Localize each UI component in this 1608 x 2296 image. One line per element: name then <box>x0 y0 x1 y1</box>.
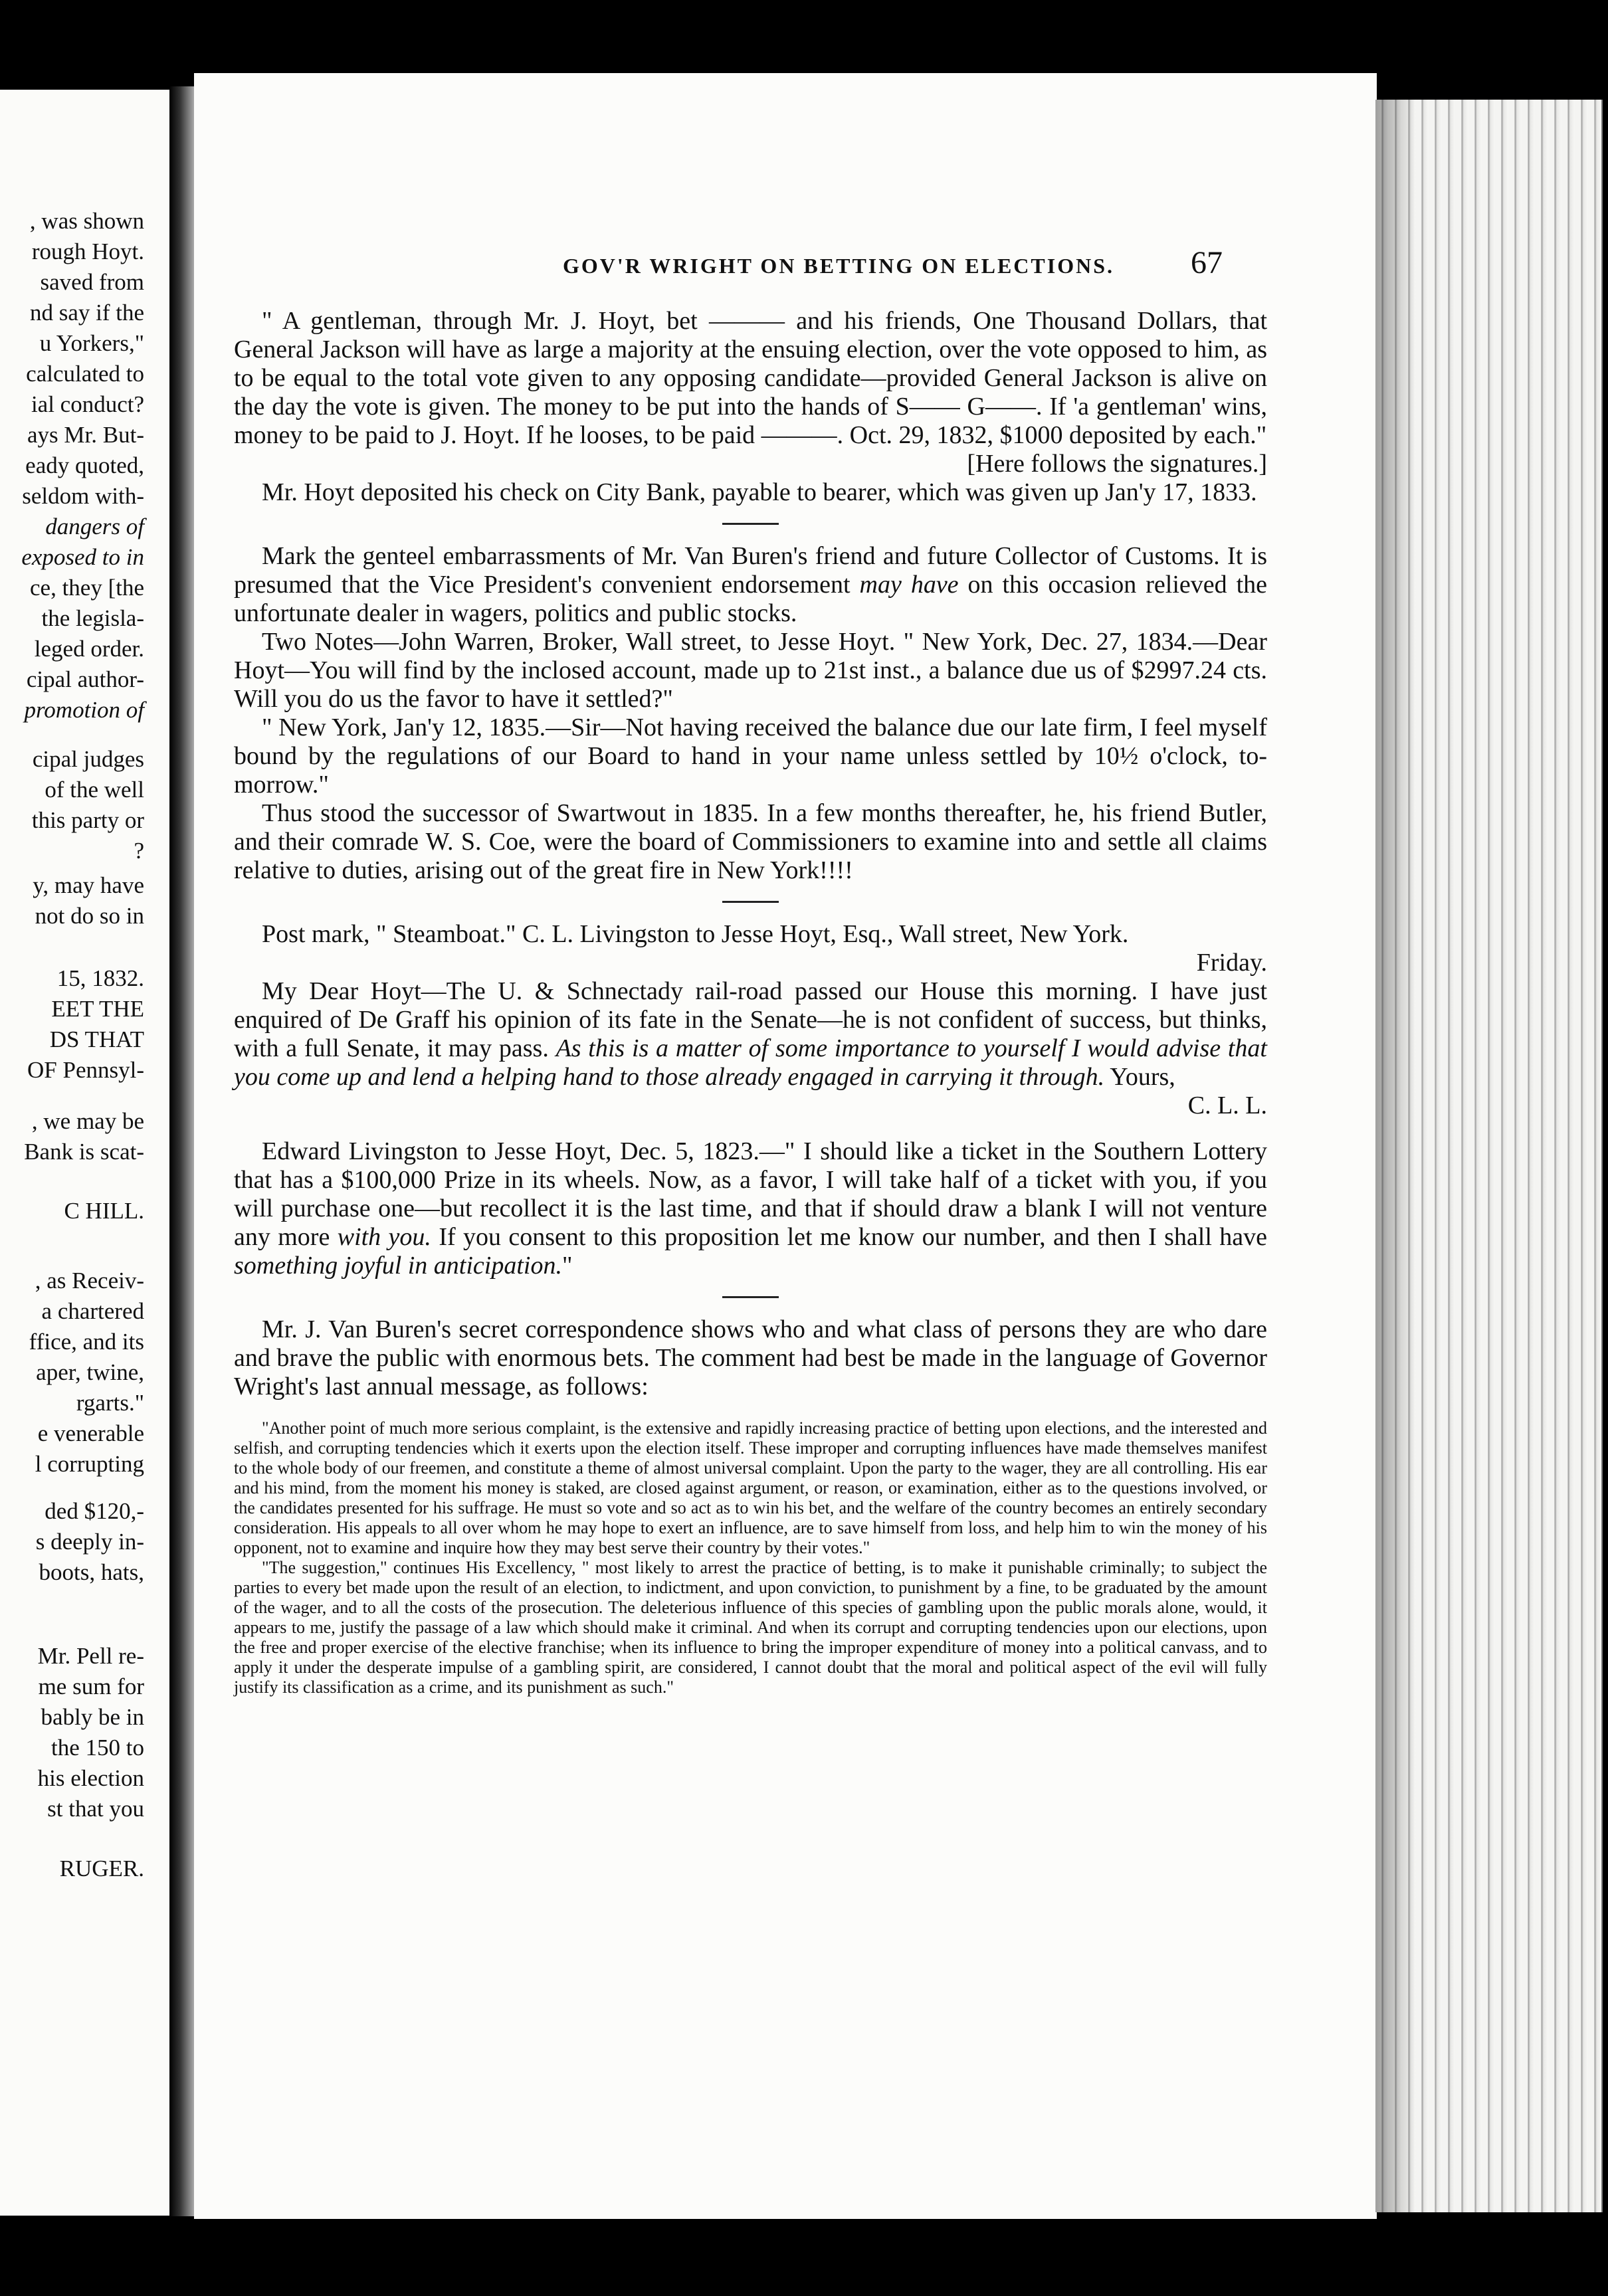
paragraph-hoyt-check: Mr. Hoyt deposited his check on City Bank, payable to bearer, which was given up Jan'y 17, 1833. <box>262 478 1257 506</box>
left-page-line: 15, 1832. <box>56 965 144 991</box>
signatures-note: [Here follows the signatures.] <box>967 450 1267 478</box>
left-page-line: seldom with- <box>22 483 144 509</box>
left-page-line: C HILL. <box>64 1198 144 1224</box>
governor-message-quote <box>234 1418 1267 1697</box>
left-page-line: saved from <box>40 269 144 295</box>
page-number: 67 <box>1191 245 1223 280</box>
left-page-line: y, may have <box>33 872 144 898</box>
paragraph-dear-hoyt: My Dear Hoyt—The U. & Schnectady rail-road passed our House this morning. I have just enquired of De Graff his opinion of its fate in the Senate—he is not confident of success, but thinks, with a full Senate, it may pass. As this is a matter of some importance to yourself I would advise that you come up and lend a helping hand to those already engaged in carrying it through. Yours, <box>234 977 1267 1091</box>
left-page-line: leged order. <box>34 636 144 662</box>
quote-paragraph-1: "Another point of much more serious complaint, is the extensive and rapidly increasing practice of betting upon elections, and the interested and selfish, and corrupting tendencies which it exerts upon the election itself. These improper and corrupting influences have made themselves manifest to the whole body of our freemen, and constitute a theme of almost universal complaint. Upon the party to the wager, they are all controlling. His ear and his mind, from the moment his money is staked, are closed against argument, or reason, or examination, either as to the questions involved, or the candidates presented for his suffrage. He must so vote and so act as to win his bet, and the welfare of the country becomes an entirely secondary consideration. His appeals to all over whom he may hope to exert an influence, are to save himself from loss, and help him to win the money of his opponent, not to examine and inquire how they may best serve their country by their votes." <box>234 1418 1267 1557</box>
left-page-line: OF Pennsyl- <box>27 1057 144 1083</box>
left-page-fragment <box>0 90 169 2216</box>
left-page-line: aper, twine, <box>36 1359 144 1385</box>
left-page-line: his election <box>37 1765 144 1791</box>
section-rule <box>722 523 779 525</box>
paragraph-two-notes: Two Notes—John Warren, Broker, Wall street, to Jesse Hoyt. " New York, Dec. 27, 1834.—Dear Hoyt—You will find by the inclosed account, made up to 21st inst., a balance due us of $2997.24 cts. Will you do us the favor to have it settled?" <box>234 628 1267 713</box>
left-page-line: calculated to <box>26 361 144 387</box>
left-page-line: the legisla- <box>41 605 144 631</box>
left-page-line: , was shown <box>29 208 144 234</box>
left-page-line: s deeply in- <box>35 1529 144 1555</box>
left-page-line: of the well <box>45 777 144 803</box>
page-edge-shadow <box>1375 100 1415 2212</box>
left-page-line: Bank is scat- <box>24 1139 144 1165</box>
section-rule <box>722 1296 779 1298</box>
left-page-line: exposed to in <box>21 544 144 570</box>
left-page-line: RUGER. <box>59 1856 144 1881</box>
left-page-line: ? <box>134 838 144 864</box>
left-page-line: bably be in <box>41 1704 144 1730</box>
left-page-line: ffice, and its <box>29 1329 144 1355</box>
left-page-line: u Yorkers," <box>39 330 144 356</box>
letter-day: Friday. <box>1196 949 1267 977</box>
letter-signature: C. L. L. <box>1187 1092 1267 1119</box>
paragraph-lottery: Edward Livingston to Jesse Hoyt, Dec. 5, 1823.—" I should like a ticket in the Southern Lottery that has a $100,000 Prize in its wheels. Now, as a favor, I will take half of a ticket with you, if you will purchase one—but recollect it is the last time, and that if should draw a blank I will not venture any more with you. If you consent to this proposition let me know our number, and then I shall have something joyful in anticipation." <box>234 1137 1268 1280</box>
left-page-line: cipal author- <box>26 666 144 692</box>
left-page-line: this party or <box>31 807 144 833</box>
book-spine <box>169 86 196 2216</box>
left-page-line: dangers of <box>45 514 144 539</box>
paragraph-embarrassments: Mark the genteel embarrassments of Mr. Van Buren's friend and future Collector of Customs. It is presumed that the Vice President's convenient endorsement may have on this occasion relieved the unfortunate dealer in wagers, politics and public stocks. <box>234 542 1267 627</box>
left-page-line: Mr. Pell re- <box>37 1643 144 1669</box>
left-page-line: ce, they [the <box>30 575 144 601</box>
left-page-line: rough Hoyt. <box>31 239 144 264</box>
paragraph-secret-correspondence: Mr. J. Van Buren's secret correspondence shows who and what class of persons they are who dare and brave the public with enormous bets. The comment had best be made in the language of Governor Wright's last annual message, as follows: <box>234 1315 1267 1400</box>
page-body <box>234 307 1267 1697</box>
left-page-line: , we may be <box>31 1108 144 1134</box>
left-page-line: EET THE <box>51 996 144 1022</box>
left-page-line: not do so in <box>35 903 144 929</box>
left-page-line: DS THAT <box>49 1026 144 1052</box>
left-page-line: eady quoted, <box>25 452 144 478</box>
left-page-line: ays Mr. But- <box>27 422 144 448</box>
quote-paragraph-2: "The suggestion," continues His Excellency, " most likely to arrest the practice of betting, is to make it punishable criminally; to subject the parties to every bet made upon the result of an election, to indictment, and upon conviction, to punishment by a fine, to be graduated by the amount of the wager, and to all the costs of the prosecution. The deleterious influence of this species of gambling upon the public morals alone, would, it appears to me, justify the passage of a law which should make it criminal. And when its corrupt and corrupting tendencies upon our elections, upon the free and proper exercise of the elective franchise; when its influence to bring the improper expenditure of money into a political canvass, and to apply it under the desperate impulse of a gambling spirit, are considered, I cannot doubt that the moral and political aspect of the evil will fully justify its classification as a crime, and its punishment as such." <box>234 1558 1267 1697</box>
paragraph-bet-wager: " A gentleman, through Mr. J. Hoyt, bet ——— and his friends, One Thousand Dollars, that General Jackson will have as large a majority at the ensuing election, over the vote opposed to him, as to be equal to the total vote given to any opposing candidate—provided General Jackson is alive on the day the vote is given. The money to be put into the hands of S—— G——. If 'a gentleman' wins, money to be paid to J. Hoyt. If he looses, to be paid ———. Oct. 29, 1832, $1000 deposited by each." <box>234 307 1267 449</box>
left-page-line: st that you <box>47 1796 144 1822</box>
left-page-line: e venerable <box>37 1420 144 1446</box>
left-page-line: promotion of <box>24 697 144 723</box>
left-page-line: me sum for <box>38 1674 144 1699</box>
paragraph-post-mark: Post mark, " Steamboat." C. L. Livingston to Jesse Hoyt, Esq., Wall street, New York. <box>262 920 1129 948</box>
section-rule <box>722 901 779 903</box>
running-title: GOV'R WRIGHT ON BETTING ON ELECTIONS. <box>563 254 1114 278</box>
left-page-line: ded $120,- <box>45 1498 144 1524</box>
left-page-line: l corrupting <box>35 1451 144 1477</box>
paragraph-jan-note: " New York, Jan'y 12, 1835.—Sir—Not having received the balance due our late firm, I feel myself bound by the regulations of our Board to hand in your name unless settled by 10½ o'clock, to-morrow." <box>234 714 1267 799</box>
left-page-line: rgarts." <box>76 1390 144 1416</box>
left-page-line: cipal judges <box>32 746 144 772</box>
left-page-line: the 150 to <box>51 1735 144 1761</box>
page-67 <box>194 73 1377 2219</box>
left-page-line: , as Receiv- <box>35 1268 144 1293</box>
paragraph-successor: Thus stood the successor of Swartwout in 1835. In a few months thereafter, he, his friend Butler, and their comrade W. S. Coe, were the board of Commissioners to examine into and settle all claims relative to duties, arising out of the great fire in New York!!!! <box>234 799 1267 884</box>
left-page-line: ial conduct? <box>31 391 144 417</box>
left-page-line: nd say if the <box>29 300 144 326</box>
left-page-line: boots, hats, <box>39 1559 144 1585</box>
left-page-line: a chartered <box>41 1298 144 1324</box>
